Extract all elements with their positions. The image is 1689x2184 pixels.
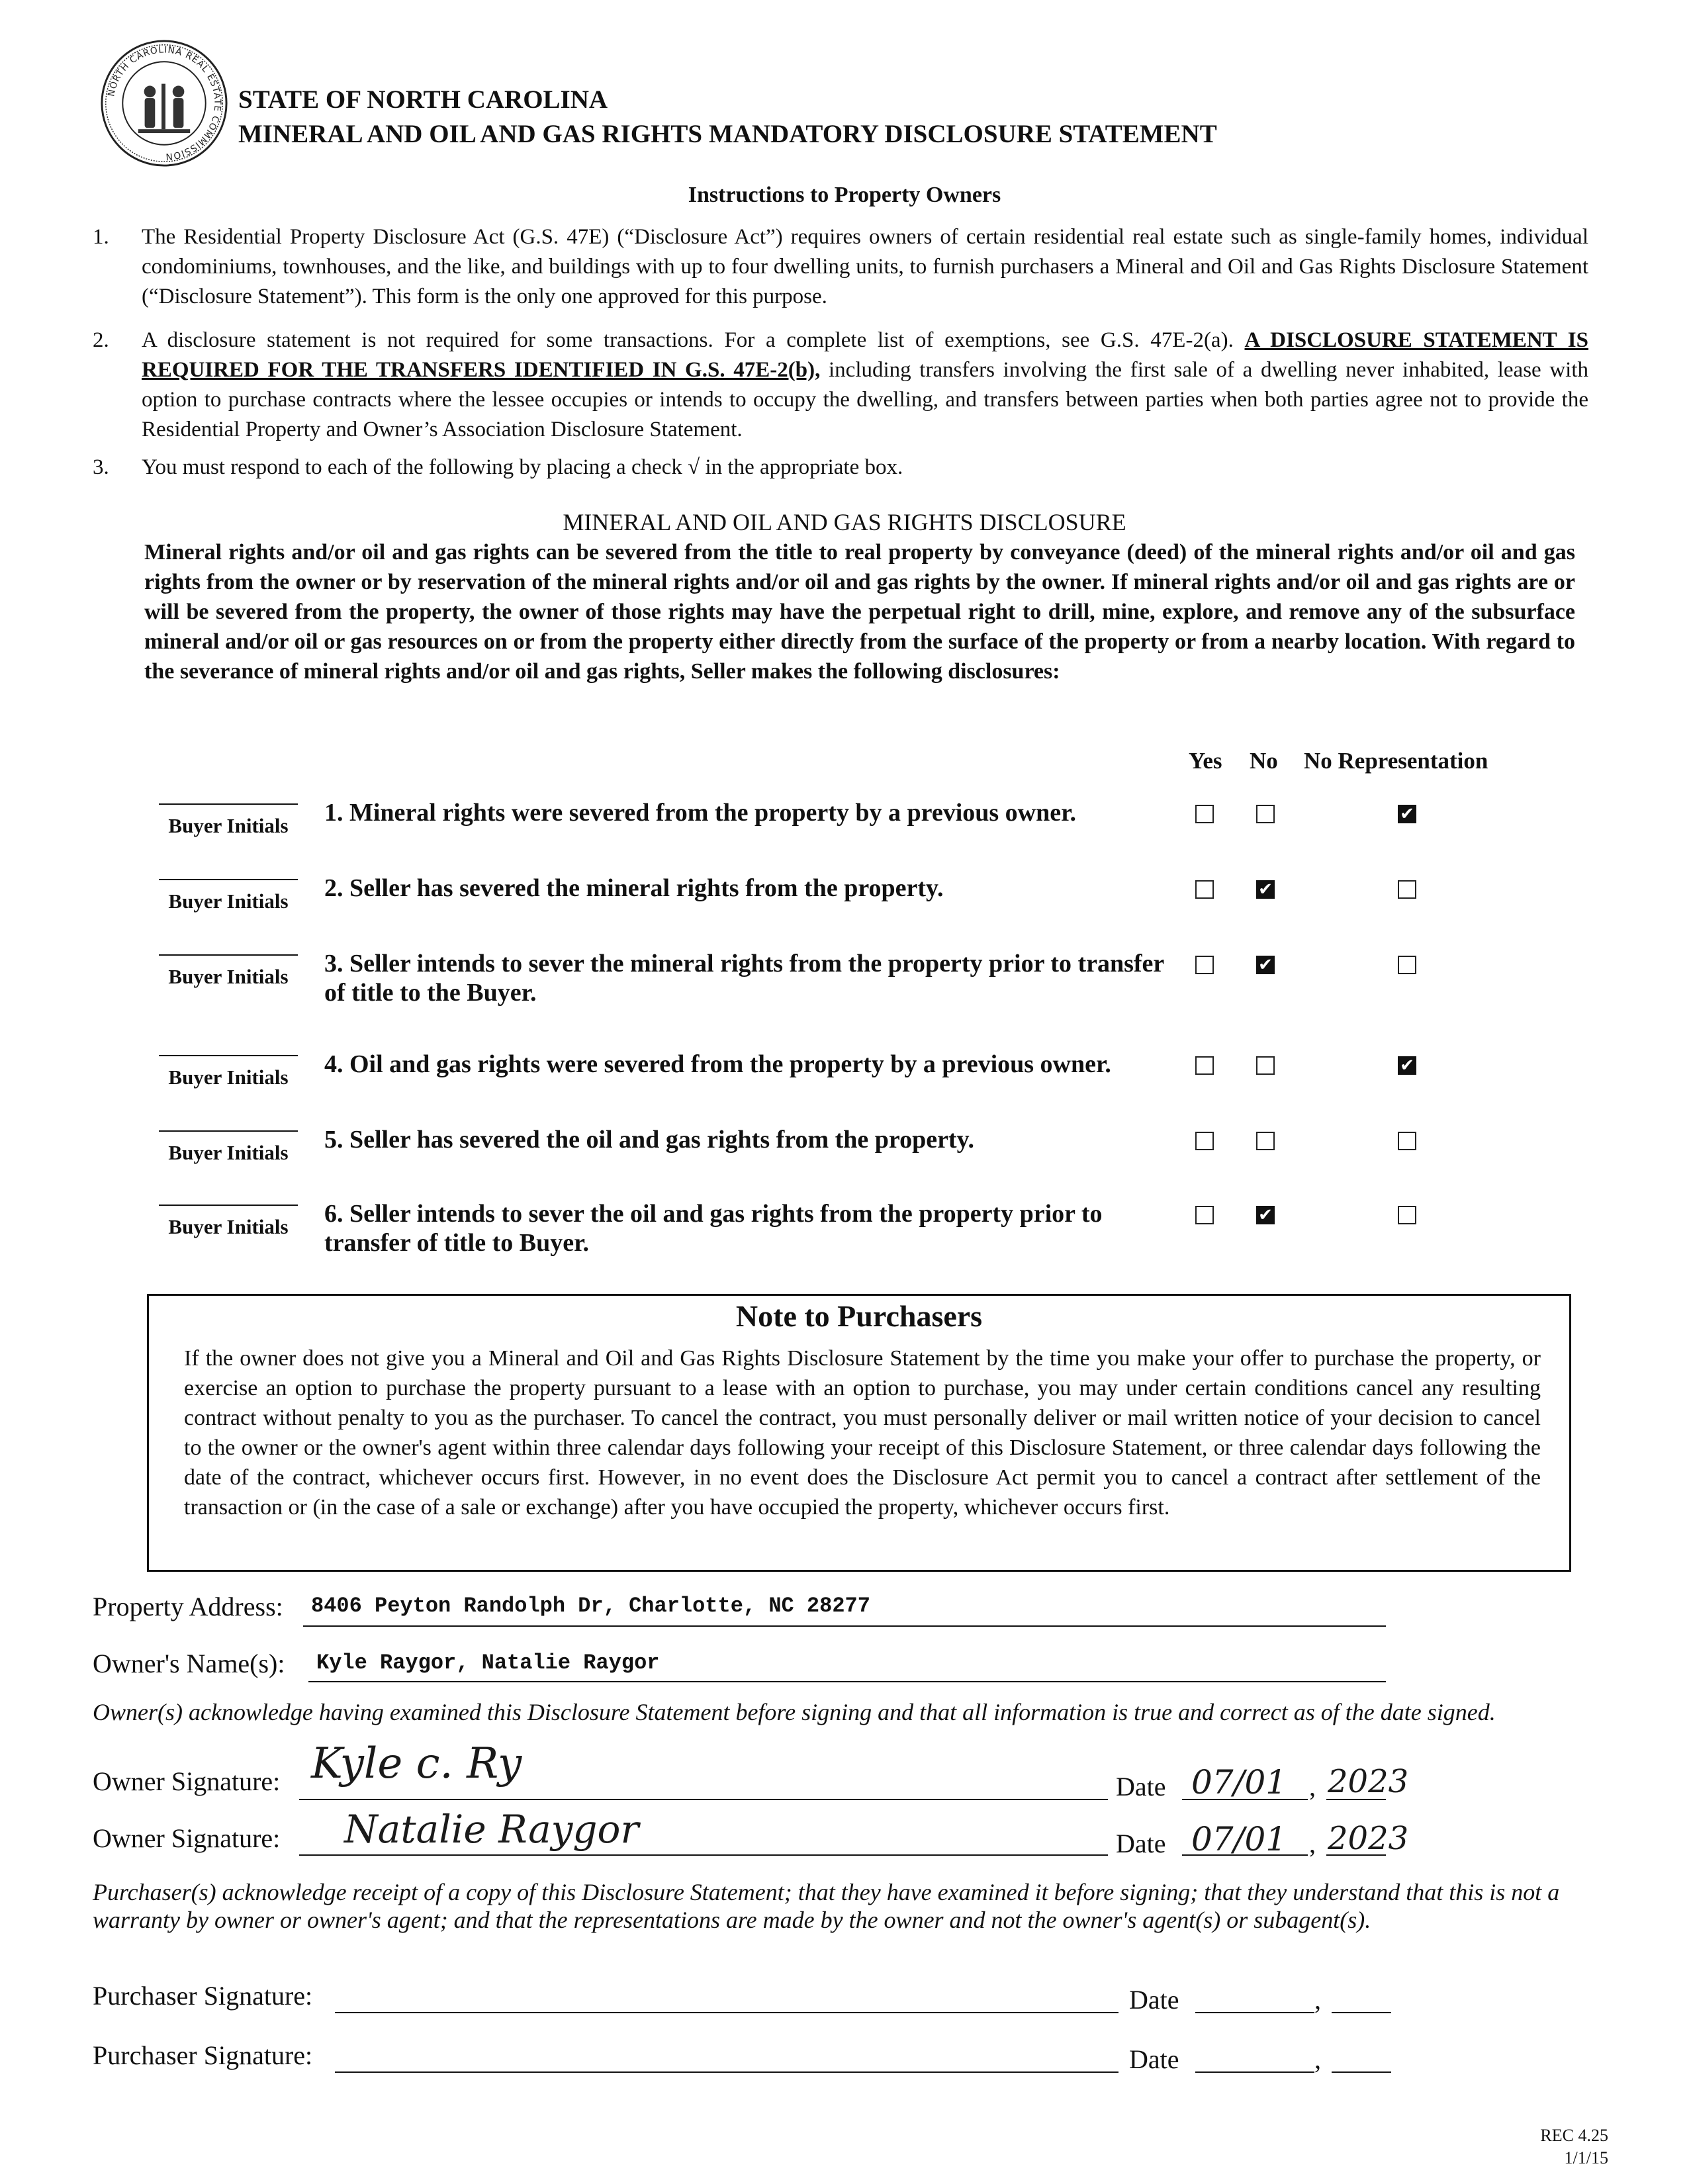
purchaser-signature-line[interactable]: [335, 2012, 1118, 2013]
checkbox-norep[interactable]: [1398, 956, 1416, 974]
buyer-initials-line[interactable]: [159, 1205, 298, 1206]
checkbox-yes[interactable]: [1195, 805, 1214, 823]
note-title: Note to Purchasers: [735, 1299, 983, 1333]
instruction-1: [93, 222, 1588, 312]
buyer-initials-label: Buyer Initials: [168, 1141, 289, 1164]
header-state: STATE OF NORTH CAROLINA: [238, 85, 608, 114]
purchaser-year-line[interactable]: [1332, 2012, 1391, 2013]
disclosure-heading: MINERAL AND OIL AND GAS RIGHTS DISCLOSURE: [563, 509, 1126, 535]
buyer-initials-line[interactable]: [159, 803, 298, 805]
date-comma: ,: [1309, 1772, 1316, 1801]
checkbox-norep[interactable]: [1398, 1132, 1416, 1150]
owner-date-label: Date: [1116, 1829, 1166, 1858]
purchaser-signature-label: Purchaser Signature:: [93, 1981, 313, 2011]
purchaser-date-label: Date: [1129, 1985, 1179, 2015]
owner-acknowledgment: Owner(s) acknowledge having examined this Disclosure Statement before signing and that all information is true and correct as of the date signed.: [93, 1699, 1496, 1725]
checkmark-icon: ✔: [1400, 804, 1414, 824]
owner-signature-label: Owner Signature:: [93, 1766, 281, 1796]
checkbox-yes[interactable]: [1195, 1056, 1214, 1075]
header-form-title: MINERAL AND OIL AND GAS RIGHTS MANDATORY DISCLOSURE STATEMENT: [238, 120, 1217, 148]
buyer-initials-label: Buyer Initials: [168, 965, 289, 988]
purchaser-date-line[interactable]: [1195, 2071, 1314, 2073]
purchaser-date-label: Date: [1129, 2044, 1179, 2074]
owner-date-month-day[interactable]: 07/01: [1191, 1820, 1287, 1858]
property-address-field[interactable]: 8406 Peyton Randolph Dr, Charlotte, NC 28277: [311, 1594, 870, 1618]
form-date: 1/1/15: [1564, 2148, 1608, 2167]
instruction-number: 2.: [93, 328, 109, 352]
instruction-3: [93, 453, 1588, 482]
seal-text: NORTH CAROLINA REAL ESTATE COMMISSION: [106, 44, 223, 162]
form-number: REC 4.25: [1540, 2126, 1608, 2145]
owner-names-field[interactable]: Kyle Raygor, Natalie Raygor: [316, 1651, 660, 1675]
checkbox-norep[interactable]: [1398, 1056, 1416, 1075]
checkbox-no[interactable]: [1256, 1132, 1275, 1150]
checkbox-no[interactable]: [1256, 805, 1275, 823]
buyer-initials-line[interactable]: [159, 1055, 298, 1056]
question-text: 4. Oil and gas rights were severed from the property by a previous owner.: [324, 1050, 1111, 1078]
checkmark-icon: ✔: [1258, 955, 1273, 975]
date-comma: ,: [1309, 1829, 1316, 1858]
instruction-text-a: A disclosure statement is not required for some transactions. For a complete list of exemptions, see G.S. 47E-2(a).: [142, 328, 1234, 352]
owner-signature[interactable]: Kyle c. Ry: [311, 1739, 522, 1788]
question-text: 2. Seller has severed the mineral rights from the property.: [324, 874, 944, 902]
buyer-initials-line[interactable]: [159, 954, 298, 956]
commission-seal-logo: [99, 38, 229, 168]
instruction-text-c: including transfers involving the first sale of a dwelling never inhabited, lease with option to purchase contracts where the lessee occupies or intends to occupy the dwelling, and transfers between parties when both parties agree not to provide the Residential Property and Owner’s Association Disclosure Statement.: [142, 358, 1589, 441]
owner-date-year[interactable]: 2023: [1328, 1820, 1409, 1857]
instruction-text: The Residential Property Disclosure Act (G.S. 47E) (“Disclosure Act”) requires owners of certain residential real estate such as single-family homes, individual condominiums, townhouses, and the like, and buildings with up to four dwelling units, to furnish purchasers a Mineral and Oil and Gas Rights Disclosure Statement (“Disclosure Statement”). This form is the only one approved for this purpose.: [142, 225, 1588, 308]
checkbox-no[interactable]: [1256, 956, 1275, 974]
checkmark-icon: ✔: [1400, 1056, 1414, 1075]
checkbox-yes[interactable]: [1195, 880, 1214, 899]
buyer-initials-label: Buyer Initials: [168, 1215, 289, 1238]
instruction-required-notice: A DISCLOSURE STATEMENT IS REQUIRED FOR THE TRANSFERS IDENTIFIED IN G.S. 47E-2(b),: [142, 328, 1589, 382]
purchaser-acknowledgment: Purchaser(s) acknowledge receipt of a copy of this Disclosure Statement; that they have examined it before signing; that they understand that this is not a warranty by owner or owner's agent; and that the representations are made by the owner and not the owner's agent(s) or subagent(s).: [93, 1879, 1560, 1933]
buyer-initials-label: Buyer Initials: [168, 1066, 289, 1089]
owner-date-year[interactable]: 2023: [1328, 1763, 1409, 1800]
checkbox-yes[interactable]: [1195, 956, 1214, 974]
checkbox-no[interactable]: [1256, 880, 1275, 899]
column-header-yes: Yes: [1189, 748, 1222, 774]
instruction-number: 3.: [93, 455, 109, 479]
question-text: 3. Seller intends to sever the mineral rights from the property prior to transfer of title to the Buyer.: [324, 950, 1164, 1007]
owner-signature-label: Owner Signature:: [93, 1823, 281, 1853]
buyer-initials-label: Buyer Initials: [168, 814, 289, 837]
question-text: 6. Seller intends to sever the oil and gas rights from the property prior to transfer of title to Buyer.: [324, 1200, 1103, 1257]
question-text: 1. Mineral rights were severed from the property by a previous owner.: [324, 799, 1076, 827]
owner-date-month-day[interactable]: 07/01: [1191, 1763, 1287, 1801]
checkbox-yes[interactable]: [1195, 1132, 1214, 1150]
owner-signature-line: [299, 1854, 1108, 1856]
owner-signature-line: [299, 1799, 1108, 1800]
purchaser-signature-line[interactable]: [335, 2071, 1118, 2073]
buyer-initials-line[interactable]: [159, 1130, 298, 1132]
checkbox-no[interactable]: [1256, 1056, 1275, 1075]
checkmark-icon: ✔: [1258, 880, 1273, 899]
checkbox-norep[interactable]: [1398, 1206, 1416, 1224]
buyer-initials-line[interactable]: [159, 879, 298, 880]
date-comma: ,: [1314, 2044, 1321, 2074]
column-header-no: No: [1250, 748, 1278, 774]
purchaser-date-line[interactable]: [1195, 2012, 1314, 2013]
checkbox-norep[interactable]: [1398, 880, 1416, 899]
owner-names-line: [308, 1681, 1386, 1682]
checkmark-icon: ✔: [1258, 1205, 1273, 1225]
owner-signature[interactable]: Natalie Raygor: [344, 1807, 639, 1852]
property-address-label: Property Address:: [93, 1592, 283, 1621]
purchaser-signature-label: Purchaser Signature:: [93, 2040, 313, 2070]
column-header-no-representation: No Representation: [1304, 748, 1488, 774]
note-body: If the owner does not give you a Mineral and Oil and Gas Rights Disclosure Statement by the time you make your offer to purchase the property, or exercise an option to purchase the property pursuant to a lease with an option to purchase, you may under certain conditions cancel any resulting contract without penalty to you as the purchaser. To cancel the contract, you must personally deliver or mail written notice of your decision to cancel to the owner or the owner's agent within three calendar days following your receipt of this Disclosure Statement, or three calendar days following the date of the contract, whichever occurs first. However, in no event does the Disclosure Act permit you to cancel a contract after settlement of the transaction or (in the case of a sale or exchange) after you have occupied the property, whichever occurs first.: [184, 1346, 1541, 1520]
question-text: 5. Seller has severed the oil and gas rights from the property.: [324, 1126, 974, 1154]
checkbox-yes[interactable]: [1195, 1206, 1214, 1224]
purchaser-year-line[interactable]: [1332, 2071, 1391, 2073]
instruction-text: [142, 326, 1588, 445]
instruction-2: [93, 326, 1588, 445]
property-address-line: [303, 1625, 1386, 1627]
instruction-number: 1.: [93, 225, 109, 249]
checkbox-no[interactable]: [1256, 1206, 1275, 1224]
disclosure-paragraph: Mineral rights and/or oil and gas rights can be severed from the title to real property by conveyance (deed) of the mineral rights and/or oil and gas rights from the owner or by reservation of the mineral rights and/or oil and gas rights by the owner. If mineral rights and/or oil and gas rights are or will be severed from the property, the owner of those rights may have the perpetual right to drill, mine, explore, and remove any of the subsurface mineral and/or oil or gas resources on or from the property either directly from the surface of the property or from a nearby location. With regard to the severance of mineral rights and/or oil and gas rights, Seller makes the following disclosures:: [144, 540, 1575, 684]
checkbox-norep[interactable]: [1398, 805, 1416, 823]
buyer-initials-label: Buyer Initials: [168, 889, 289, 913]
instruction-text: You must respond to each of the following by placing a check √ in the appropriate box.: [142, 455, 903, 479]
instructions-heading: Instructions to Property Owners: [688, 183, 1001, 207]
owner-date-label: Date: [1116, 1772, 1166, 1801]
date-comma: ,: [1314, 1985, 1321, 2015]
owner-names-label: Owner's Name(s):: [93, 1649, 285, 1678]
